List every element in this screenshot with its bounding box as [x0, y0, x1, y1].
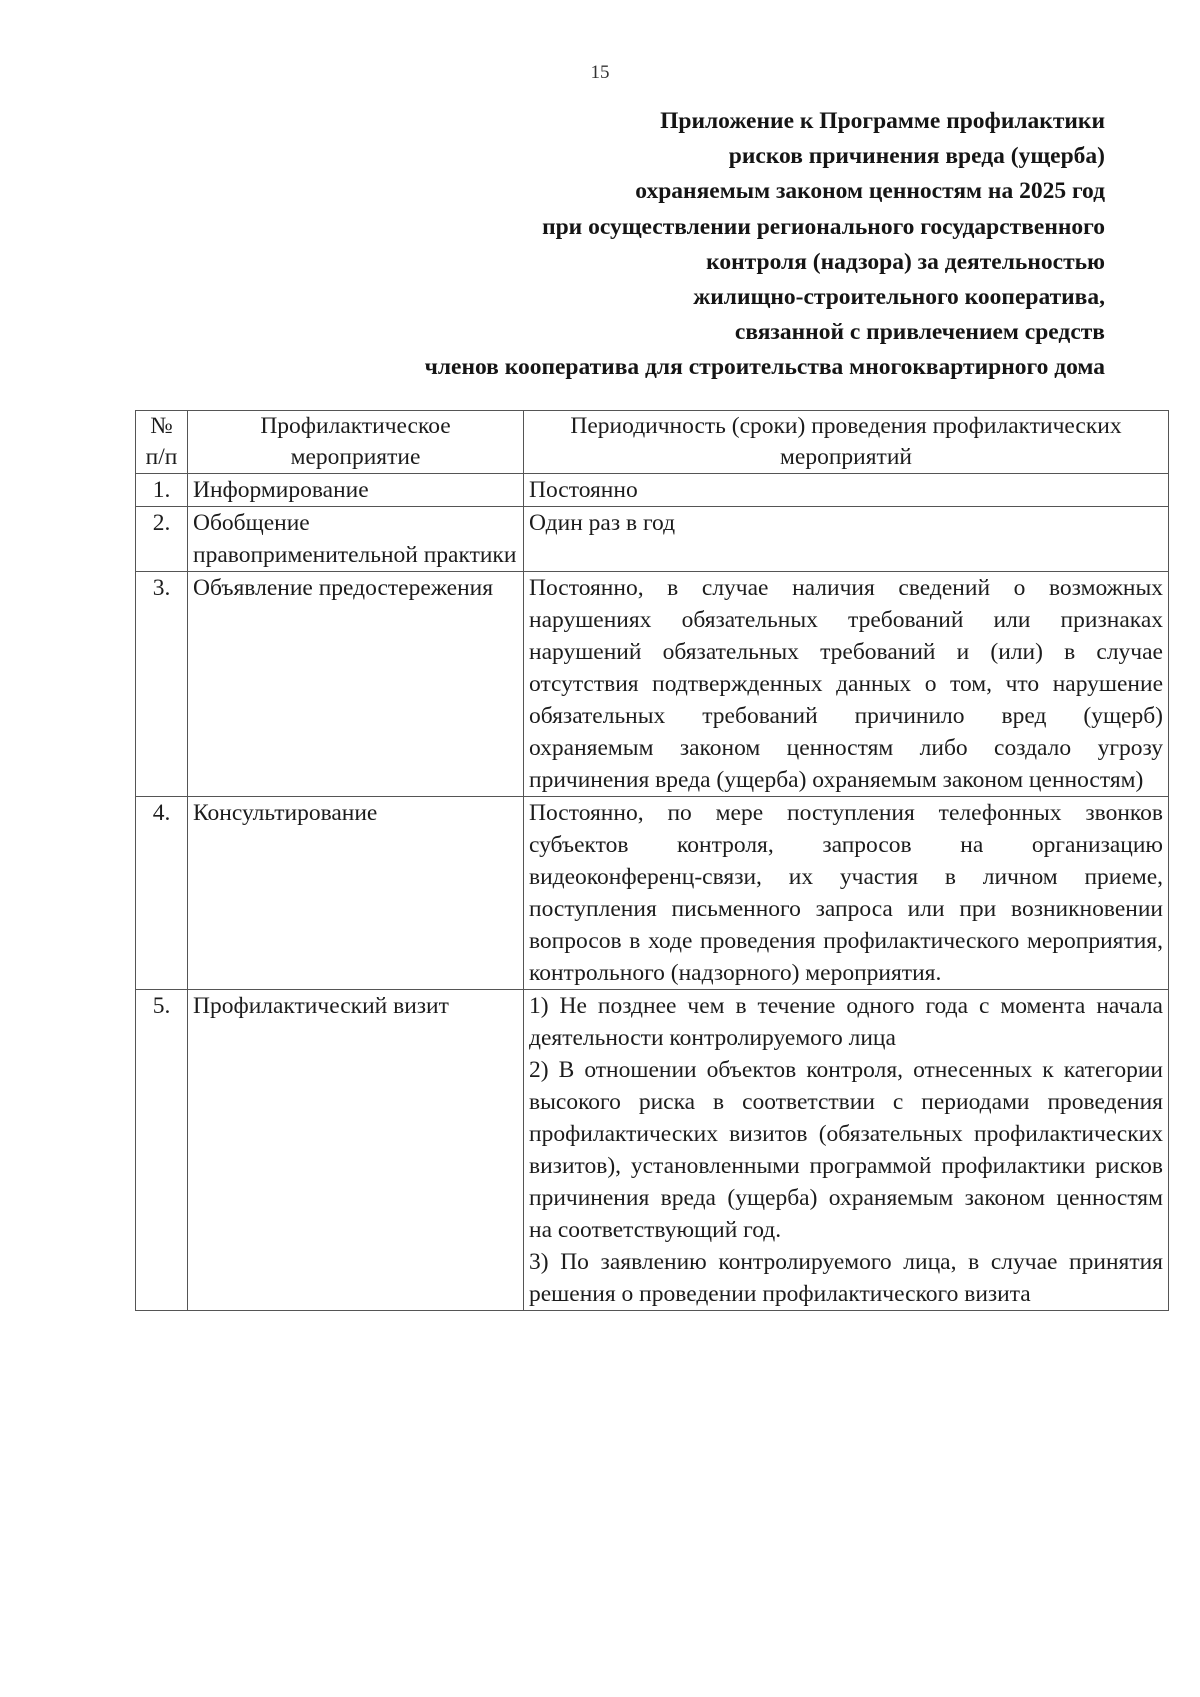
appendix-title-line: Приложение к Программе профилактики: [660, 108, 1105, 134]
row-measure: Объявление предостережения: [188, 572, 524, 797]
header-number: № п/п: [136, 411, 188, 474]
table-row: [136, 474, 1169, 507]
measures-table: [135, 410, 1169, 1311]
page-number: 15: [590, 62, 610, 83]
row-period: Постоянно: [524, 474, 1169, 507]
row-number: 4.: [136, 797, 188, 990]
appendix-title-line: охраняемым законом ценностям на 2025 год: [635, 178, 1105, 205]
table-row: [136, 572, 1169, 797]
appendix-title-line: связанной с привлечением средств: [734, 319, 1105, 346]
appendix-title-line: рисков причинения вреда (ущерба): [728, 143, 1105, 170]
header-measure: Профилактическое мероприятие: [188, 411, 524, 474]
row-period: [524, 990, 1169, 1311]
row-number: 3.: [136, 572, 188, 797]
table-header-row: [136, 411, 1169, 474]
row-period: Постоянно, в случае наличия сведений о возможных нарушениях обязательных требований или признаках нарушений обязательных требований и (или) в случае отсутствия подтвержденных данных о том, что нарушение обязательных требований причинило вред (ущерб) охраняемым законом ценностям либо создало угрозу причинения вреда (ущерба) охраняемым законом ценностям): [524, 572, 1169, 797]
row-period: Постоянно, по мере поступления телефонных звонков субъектов контроля, запросов на организацию видеоконференц-связи, их участия в личном приеме, поступления письменного запроса или при возникновении вопросов в ходе проведения профилактического мероприятия, контрольного (надзорного) мероприятия.: [524, 797, 1169, 990]
appendix-title-line: членов кооператива для строительства многоквартирного дома: [424, 354, 1105, 381]
header-period: Периодичность (сроки) проведения профилактических мероприятий: [524, 411, 1169, 474]
row-measure: Консультирование: [188, 797, 524, 990]
appendix-title-line: при осуществлении регионального государственного: [542, 213, 1105, 240]
appendix-title: [205, 104, 1105, 386]
row-number: 2.: [136, 507, 188, 572]
row-number: 5.: [136, 990, 188, 1311]
appendix-title-line: жилищно-строительного кооператива,: [693, 284, 1105, 311]
row-measure: Обобщение правоприменительной практики: [188, 507, 524, 572]
period-item: 3) По заявлению контролируемого лица, в случае принятия решения о проведении профилактического визита: [529, 1249, 1163, 1307]
row-measure: Профилактический визит: [188, 990, 524, 1311]
row-period: Один раз в год: [524, 507, 1169, 572]
table-row: [136, 797, 1169, 990]
appendix-title-line: контроля (надзора) за деятельностью: [706, 248, 1105, 275]
row-measure: Информирование: [188, 474, 524, 507]
table-row: [136, 507, 1169, 572]
row-number: 1.: [136, 474, 188, 507]
table-row: [136, 990, 1169, 1311]
period-item: 2) В отношении объектов контроля, отнесенных к категории высокого риска в соответствии с периодами проведения профилактических визитов (обязательных профилактических визитов), установленными программой профилактики рисков причинения вреда (ущерба) охраняемым законом ценностям на соответствующий год.: [529, 1057, 1163, 1243]
period-item: 1) Не позднее чем в течение одного года с момента начала деятельности контролируемого лица: [529, 993, 1163, 1051]
